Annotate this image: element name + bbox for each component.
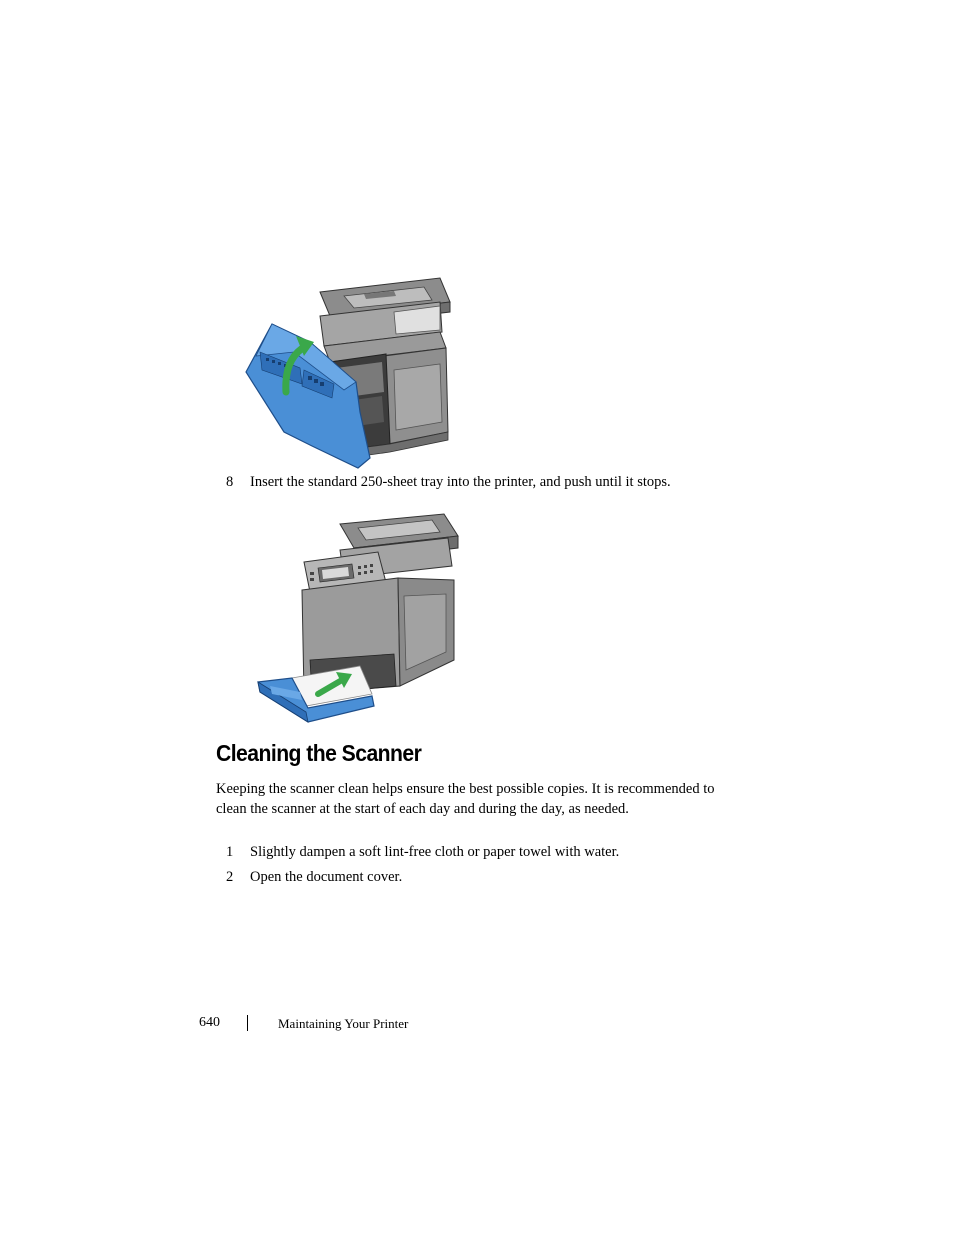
footer-divider <box>247 1015 248 1031</box>
step-number: 2 <box>226 869 234 885</box>
step-2 <box>226 868 402 886</box>
step-text: Insert the standard 250-sheet tray into the printer, and push until it stops. <box>250 474 671 490</box>
step-text: Open the document cover. <box>250 869 403 885</box>
section-title: Cleaning the Scanner <box>216 740 422 766</box>
step-text: Slightly dampen a soft lint-free cloth or paper towel with water. <box>250 844 620 860</box>
step-1 <box>226 843 619 861</box>
section-paragraph: Keeping the scanner clean helps ensure the best possible copies. It is recommended to clean the scanner at the start of each day and during the day, as needed. <box>216 781 715 817</box>
page-number: 640 <box>199 1015 220 1030</box>
step-number: 8 <box>226 474 234 490</box>
printer-tray-insert-illustration <box>248 510 460 728</box>
step-8 <box>226 473 671 491</box>
step-number: 1 <box>226 844 234 860</box>
printer-front-cover-illustration <box>244 272 454 472</box>
footer-chapter-title: Maintaining Your Printer <box>278 1016 409 1031</box>
